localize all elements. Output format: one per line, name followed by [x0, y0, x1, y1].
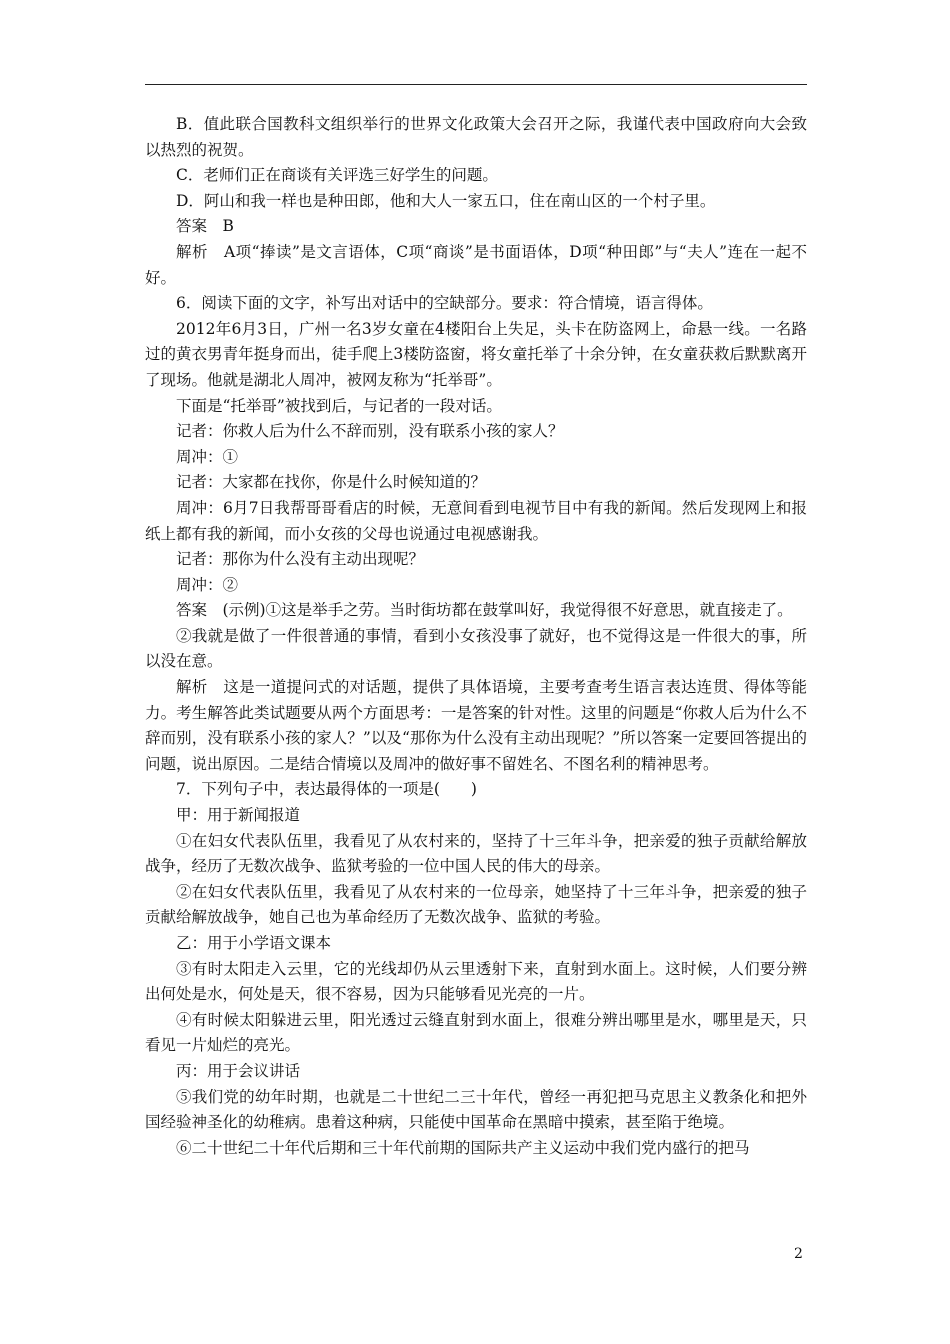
- analysis-5: 解析 A项“捧读”是文言语体，C项“商谈”是书面语体，D项“种田郎”与“夫人”连在一起不好。: [145, 242, 807, 287]
- passage-6: 2012年6月3日，广州一名3岁女童在4楼阳台上失足，头卡在防盗网上，命悬一线。一名路过的黄衣男青年挺身而出，徒手爬上3楼防盗窗，将女童托举了十余分钟，在女童获救后默默离开了现场。他就是湖北人周冲，被网友称为“托举哥”。: [145, 319, 807, 389]
- sentence-1: ①在妇女代表队伍里，我看见了从农村来的，坚持了十三年斗争，把亲爱的独子贡献给解放战争，经历了无数次战争、监狱考验的一位中国人民的伟大的母亲。: [145, 831, 807, 876]
- page-number: 2: [794, 1246, 803, 1262]
- dialogue-line: 周冲：②: [176, 575, 239, 594]
- option-b: B．值此联合国教科文组织举行的世界文化政策大会召开之际，我谨代表中国政府向大会致以热烈的祝贺。: [145, 115, 807, 159]
- question-6: 6．阅读下面的文字，补写出对话中的空缺部分。要求：符合情境，语言得体。: [176, 294, 713, 313]
- sentence-4: ④有时候太阳躲进云里，阳光透过云缝直射到水面上，很难分辨出哪里是水，哪里是天，只看见一片灿烂的亮光。: [145, 1010, 807, 1055]
- sentence-3: ③有时太阳走入云里，它的光线却仍从云里透射下来，直射到水面上。这时候，人们要分辨出何处是水，何处是天，很不容易，因为只能够看见光亮的一片。: [145, 959, 807, 1004]
- answer-6-part-1: 答案 (示例)①这是举手之劳。当时街坊都在鼓掌叫好，我觉得很不好意思，就直接走了。: [176, 601, 793, 620]
- dialogue-line: 周冲：6月7日我帮哥哥看店的时候，无意间看到电视节目中有我的新闻。然后发现网上和报纸上都有我的新闻，而小女孩的父母也说通过电视感谢我。: [145, 498, 807, 543]
- answer-5: 答案 B: [176, 217, 234, 236]
- dialogue-line: 周冲：①: [176, 447, 239, 466]
- header-rule: [145, 84, 807, 85]
- dialogue-line: 记者：大家都在找你，你是什么时候知道的？: [176, 473, 487, 492]
- sentence-6: ⑥二十世纪二十年代后期和三十年代前期的国际共产主义运动中我们党内盛行的把马: [176, 1138, 750, 1157]
- dialogue-intro: 下面是“托举哥”被找到后，与记者的一段对话。: [176, 396, 502, 415]
- sentence-2: ②在妇女代表队伍里，我看见了从农村来的一位母亲，她坚持了十三年斗争，把亲爱的独子贡献给解放战争，她自己也为革命经历了无数次战争、监狱的考验。: [145, 882, 807, 927]
- question-7: 7．下列句子中，表达最得体的一项是( ): [176, 780, 477, 799]
- answer-6-part-2: ②我就是做了一件很普通的事情，看到小女孩没事了就好，也不觉得这是一件很大的事，所以没在意。: [145, 626, 807, 671]
- sentence-5: ⑤我们党的幼年时期，也就是二十世纪二三十年代，曾经一再犯把马克思主义教条化和把外国经验神圣化的幼稚病。患着这种病，只能使中国革命在黑暗中摸索，甚至陷于绝境。: [145, 1087, 807, 1132]
- option-c: C．老师们正在商谈有关评选三好学生的问题。: [176, 166, 498, 185]
- analysis-6: 解析 这是一道提问式的对话题，提供了具体语境，主要考查考生语言表达连贯、得体等能力。考生解答此类试题要从两个方面思考：一是答案的针对性。这里的问题是“你救人后为什么不辞而别，没有联系小孩的家人？”以及“那你为什么没有主动出现呢？”所以答案一定要回答提出的问题，说出原因。二是结合情境以及周冲的做好事不留姓名、不图名利的精神思考。: [145, 678, 807, 773]
- dialogue-line: 记者：那你为什么没有主动出现呢？: [176, 550, 425, 569]
- dialogue-line: 记者：你救人后为什么不辞而别，没有联系小孩的家人？: [176, 422, 564, 441]
- section-yi: 乙：用于小学语文课本: [176, 934, 332, 952]
- document-body: [145, 112, 807, 1161]
- section-bing: 丙：用于会议讲话: [176, 1061, 301, 1080]
- section-jia: 甲：用于新闻报道: [176, 806, 301, 825]
- option-d: D．阿山和我一样也是种田郎，他和大人一家五口，住在南山区的一个村子里。: [176, 191, 716, 210]
